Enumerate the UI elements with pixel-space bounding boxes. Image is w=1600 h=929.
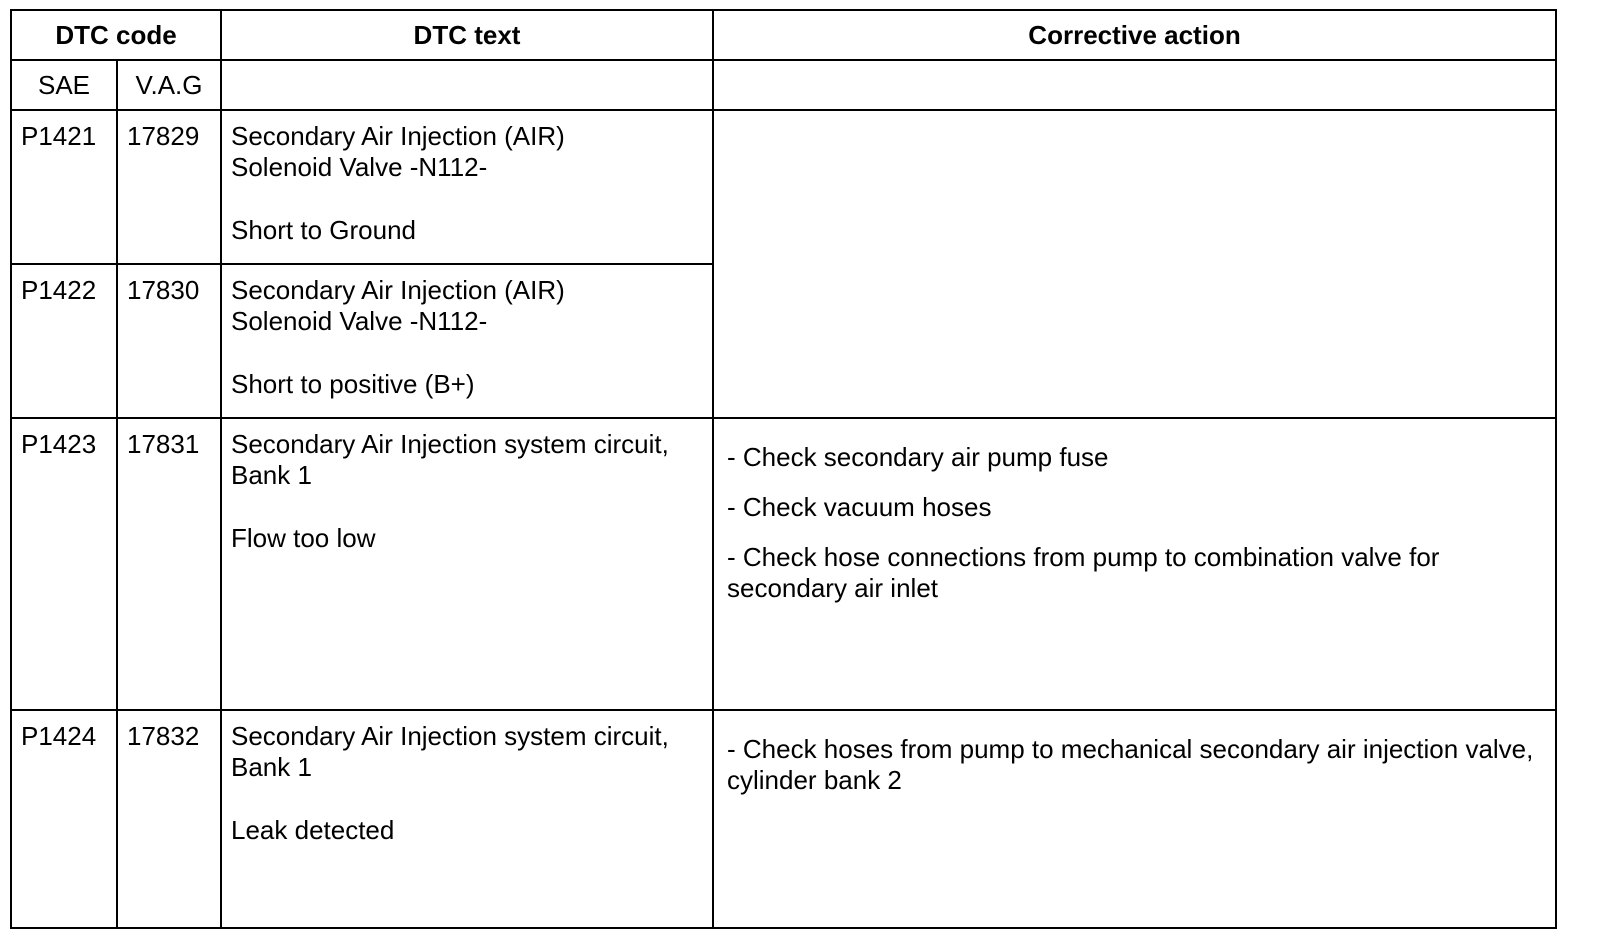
- corrective-action-cell: [713, 710, 1556, 928]
- sae-code: P1422: [11, 264, 117, 418]
- subheader-empty-action: [713, 60, 1556, 110]
- dtc-description: Secondary Air Injection system circuit,: [231, 721, 669, 751]
- dtc-text-cell: [221, 264, 713, 418]
- dtc-text-cell: [221, 710, 713, 928]
- dtc-description: Secondary Air Injection system circuit,: [231, 429, 669, 459]
- subheader-empty-text: [221, 60, 713, 110]
- corrective-action-cell: [713, 418, 1556, 710]
- header-corrective-action: Corrective action: [713, 10, 1556, 60]
- dtc-description: Secondary Air Injection (AIR): [231, 275, 565, 305]
- corrective-action-empty: [713, 110, 1556, 418]
- dtc-table: [10, 9, 1557, 929]
- table-row: [11, 110, 1556, 264]
- corrective-action-item: - Check hose connections from pump to combination valve for secondary air inlet: [727, 542, 1440, 603]
- dtc-status: Short to Ground: [231, 215, 416, 245]
- corrective-action-item: - Check secondary air pump fuse: [727, 442, 1109, 472]
- dtc-description: Bank 1: [231, 752, 312, 782]
- vag-code: 17830: [117, 264, 221, 418]
- dtc-description: Solenoid Valve -N112-: [231, 306, 488, 336]
- dtc-description: Solenoid Valve -N112-: [231, 152, 488, 182]
- dtc-description: Secondary Air Injection (AIR): [231, 121, 565, 151]
- dtc-status: Flow too low: [231, 523, 376, 553]
- dtc-description: Bank 1: [231, 460, 312, 490]
- table-subheader-row: [11, 60, 1556, 110]
- corrective-action-item: - Check vacuum hoses: [727, 492, 992, 522]
- sae-code: P1424: [11, 710, 117, 928]
- header-dtc-text: DTC text: [221, 10, 713, 60]
- vag-code: 17829: [117, 110, 221, 264]
- header-dtc-code: DTC code: [11, 10, 221, 60]
- vag-code: 17832: [117, 710, 221, 928]
- table-row: [11, 418, 1556, 710]
- subheader-sae: SAE: [11, 60, 117, 110]
- sae-code: P1423: [11, 418, 117, 710]
- corrective-action-item: - Check hoses from pump to mechanical secondary air injection valve, cylinder bank 2: [727, 734, 1534, 795]
- table-row: [11, 710, 1556, 928]
- sae-code: P1421: [11, 110, 117, 264]
- vag-code: 17831: [117, 418, 221, 710]
- dtc-status: Short to positive (B+): [231, 369, 475, 399]
- dtc-text-cell: [221, 110, 713, 264]
- dtc-text-cell: [221, 418, 713, 710]
- dtc-status: Leak detected: [231, 815, 395, 845]
- table-header-row: [11, 10, 1556, 60]
- subheader-vag: V.A.G: [117, 60, 221, 110]
